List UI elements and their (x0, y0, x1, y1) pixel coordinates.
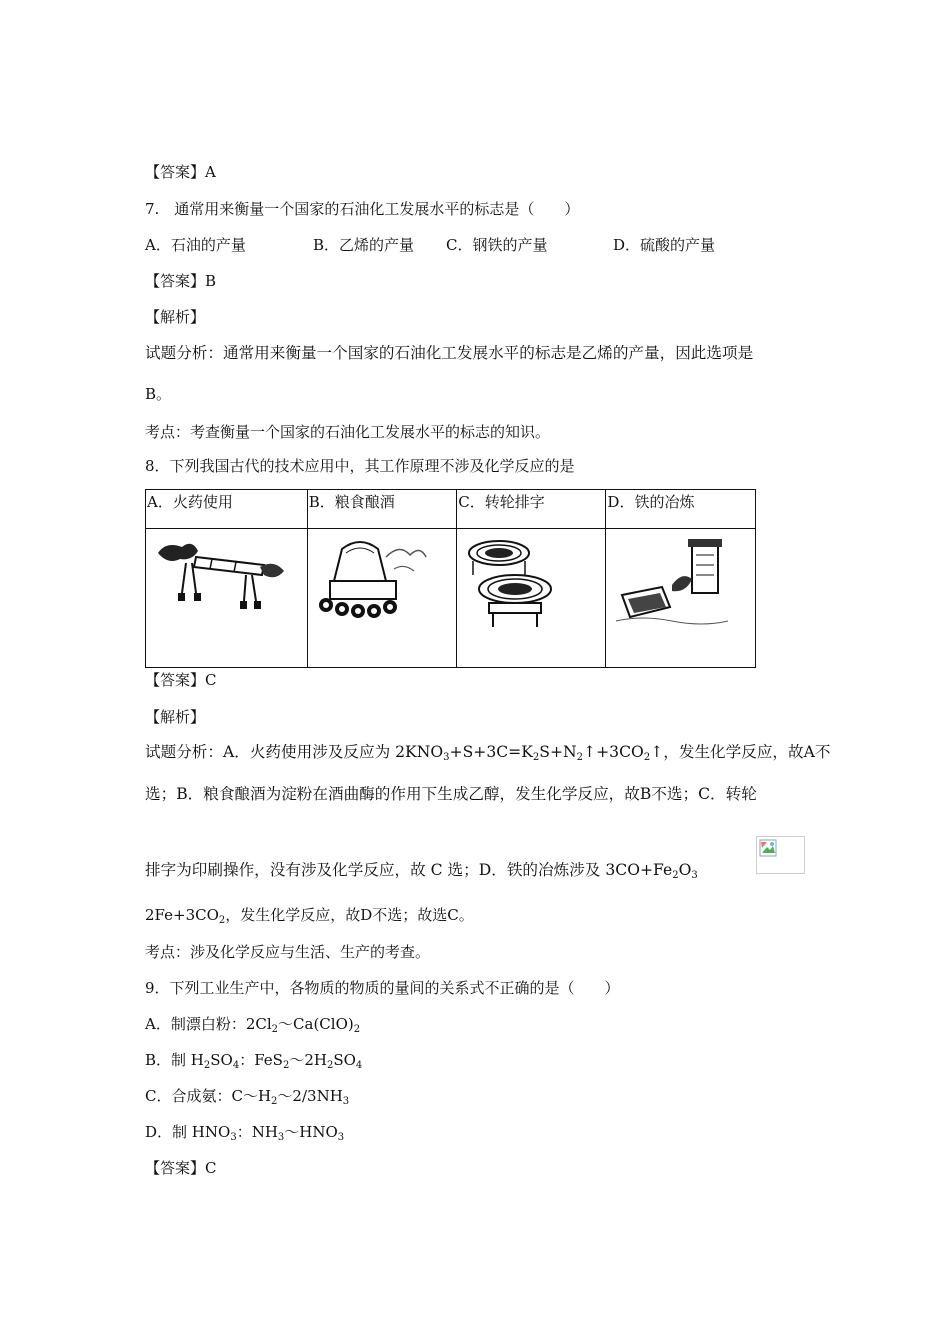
q9-answer: 【答案】C (145, 1159, 217, 1177)
q9-option-b: B．制 $H_2SO_4$：$FeS_2\sim 2H_2SO_4$ (145, 1051, 363, 1071)
q7-analysis-label: 【解析】 (145, 308, 206, 326)
gunpowder-illustration (152, 535, 292, 621)
q8-option-a-header: A．火药使用 (146, 490, 308, 529)
q8-option-d-image-cell (606, 529, 756, 668)
broken-image-icon (756, 836, 805, 874)
q8-option-c-header: C．转轮排字 (457, 490, 606, 529)
q8-option-a-image-cell (146, 529, 308, 668)
q7-answer: 【答案】B (145, 272, 217, 290)
q8-analysis-line-1: 试题分析：A．火药使用涉及反应为 $2KNO_3+S+3C=K_2S+N_2↑+3CO_2↑$，发生化学反应，故A不 (145, 743, 831, 763)
q8-options-table (145, 489, 756, 668)
q7-analysis-text: 试题分析：通常用来衡量一个国家的石油化工发展水平的标志是乙烯的产量，因此选项是 (145, 344, 754, 362)
q7-option-a: A．石油的产量 (145, 236, 246, 254)
q7-option-d: D．硫酸的产量 (613, 236, 716, 254)
q8-analysis-line-4: $2Fe+3CO_2$，发生化学反应，故D不选；故选C。 (145, 906, 474, 926)
q7-point: 考点：考查衡量一个国家的石油化工发展水平的标志的知识。 (145, 423, 551, 441)
q7-option-b: B．乙烯的产量 (313, 236, 415, 254)
q6-answer: 【答案】A (145, 163, 216, 181)
q9-stem: 9．下列工业生产中，各物质的物质的量间的关系式不正确的是（ ） (145, 979, 620, 997)
q9-option-d: D．制 $HNO_3$：$NH_3\sim HNO_3$ (145, 1123, 345, 1143)
movable-type-wheels-illustration (463, 535, 563, 631)
wine-brewing-illustration (314, 535, 434, 625)
q7-option-c: C．钢铁的产量 (446, 236, 548, 254)
q8-option-d-header: D．铁的冶炼 (606, 490, 756, 529)
q8-analysis-line-3: 排字为印刷操作，没有涉及化学反应，故 C 选；D．铁的冶炼涉及 $3CO+Fe_2O_3$ (145, 861, 698, 881)
q8-option-b-image-cell (307, 529, 457, 668)
q7-stem: 7. 通常用来衡量一个国家的石油化工发展水平的标志是（ ） (145, 200, 580, 218)
q8-option-c-image-cell (457, 529, 606, 668)
q8-stem: 8．下列我国古代的技术应用中，其工作原理不涉及化学反应的是 (145, 457, 575, 475)
q8-analysis-line-2: 选；B．粮食酿酒为淀粉在酒曲酶的作用下生成乙醇，发生化学反应，故B不选；C．转轮 (145, 785, 757, 803)
q8-answer: 【答案】C (145, 671, 217, 689)
q9-option-c: C．合成氨：$C\sim H_2\sim 2/3NH_3$ (145, 1087, 350, 1107)
q8-analysis-label: 【解析】 (145, 708, 206, 726)
iron-smelting-illustration (612, 535, 732, 631)
q9-option-a: A．制漂白粉：$2Cl_2\sim Ca(ClO)_2$ (145, 1015, 361, 1035)
q8-point: 考点：涉及化学反应与生活、生产的考查。 (145, 943, 431, 961)
q8-option-b-header: B．粮食酿酒 (307, 490, 457, 529)
q7-analysis-text-2: B。 (145, 385, 172, 403)
